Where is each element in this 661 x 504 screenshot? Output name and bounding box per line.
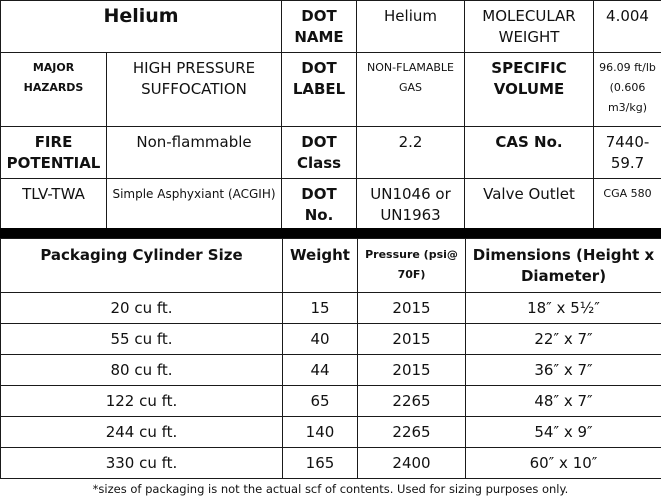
header-dimensions: Dimensions (Height x Diameter) — [466, 239, 661, 293]
header-cylinder-size: Packaging Cylinder Size — [1, 239, 283, 293]
properties-table — [0, 0, 661, 231]
table-row — [1, 355, 661, 386]
molecular-weight-label: MOLECULAR WEIGHT — [465, 1, 594, 53]
gas-name-title: Helium — [1, 1, 282, 53]
fire-potential-label: FIRE POTENTIAL — [1, 127, 107, 179]
cell-cylinder-size: 20 cu ft. — [1, 293, 283, 324]
specific-volume-label: SPECIFIC VOLUME — [465, 53, 594, 127]
cell-weight: 165 — [283, 448, 358, 479]
dot-label-value: NON-FLAMABLE GAS — [357, 53, 465, 127]
cell-pressure: 2015 — [358, 324, 466, 355]
cas-no-value: 7440-59.7 — [594, 127, 661, 179]
cell-cylinder-size: 330 cu ft. — [1, 448, 283, 479]
properties-row-2 — [1, 53, 661, 127]
table-row — [1, 386, 661, 417]
fire-potential-value: Non-flammable — [107, 127, 282, 179]
cell-pressure: 2400 — [358, 448, 466, 479]
cell-cylinder-size: 122 cu ft. — [1, 386, 283, 417]
dot-name-value: Helium — [357, 1, 465, 53]
cell-pressure: 2265 — [358, 417, 466, 448]
dot-name-label: DOT NAME — [282, 1, 357, 53]
cell-dimensions: 22″ x 7″ — [466, 324, 661, 355]
cell-dimensions: 36″ x 7″ — [466, 355, 661, 386]
valve-outlet-value: CGA 580 — [594, 179, 661, 231]
major-hazards-value: HIGH PRESSURE SUFFOCATION — [107, 53, 282, 127]
table-row — [1, 448, 661, 479]
table-row — [1, 324, 661, 355]
cell-pressure: 2015 — [358, 355, 466, 386]
packaging-header-row — [1, 239, 661, 293]
dot-label-label: DOT LABEL — [282, 53, 357, 127]
cell-pressure: 2015 — [358, 293, 466, 324]
cell-dimensions: 54″ x 9″ — [466, 417, 661, 448]
cell-dimensions: 18″ x 5½″ — [466, 293, 661, 324]
cell-cylinder-size: 55 cu ft. — [1, 324, 283, 355]
dot-no-label: DOT No. — [282, 179, 357, 231]
tlv-twa-value: Simple Asphyxiant (ACGIH) — [107, 179, 282, 231]
header-pressure: Pressure (psi@ 70F) — [358, 239, 466, 293]
properties-row-1 — [1, 1, 661, 53]
valve-outlet-label: Valve Outlet — [465, 179, 594, 231]
table-row — [1, 417, 661, 448]
properties-row-4 — [1, 179, 661, 231]
major-hazards-label: MAJOR HAZARDS — [1, 53, 107, 127]
packaging-table — [0, 238, 661, 479]
molecular-weight-value: 4.004 — [594, 1, 661, 53]
cell-weight: 65 — [283, 386, 358, 417]
cell-weight: 44 — [283, 355, 358, 386]
footnote: *sizes of packaging is not the actual scf of contents. Used for sizing purposes only. — [92, 482, 569, 496]
cell-weight: 140 — [283, 417, 358, 448]
cell-weight: 15 — [283, 293, 358, 324]
cell-dimensions: 60″ x 10″ — [466, 448, 661, 479]
specific-volume-value: 96.09 ft/lb (0.606 m3/kg) — [594, 53, 661, 127]
dot-no-value: UN1046 or UN1963 — [357, 179, 465, 231]
cell-pressure: 2265 — [358, 386, 466, 417]
cell-cylinder-size: 244 cu ft. — [1, 417, 283, 448]
dot-class-value: 2.2 — [357, 127, 465, 179]
tlv-twa-label: TLV-TWA — [1, 179, 107, 231]
header-weight: Weight — [283, 239, 358, 293]
dot-class-label: DOT Class — [282, 127, 357, 179]
cas-no-label: CAS No. — [465, 127, 594, 179]
properties-row-3 — [1, 127, 661, 179]
table-row — [1, 293, 661, 324]
cell-cylinder-size: 80 cu ft. — [1, 355, 283, 386]
cell-weight: 40 — [283, 324, 358, 355]
cell-dimensions: 48″ x 7″ — [466, 386, 661, 417]
